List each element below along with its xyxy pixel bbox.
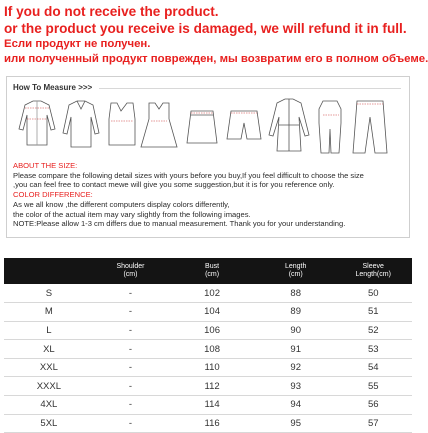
refund-notice [4,3,428,67]
blouse-figure [63,101,99,147]
size-cell: L [4,321,94,340]
bust-cell: 116 [167,414,257,433]
skirt-figure [187,111,217,143]
notice-en-line-2: or the product you receive is damaged, we will refund it in full. [4,21,407,36]
dress-figure [141,103,177,147]
header-sleeve-unit: Length(cm) [355,271,391,278]
bust-cell: 108 [167,340,257,359]
bust-cell: 112 [167,377,257,396]
notice-ru-line-2: или полученный продукт поврежден, мы возвратим его в полном объеме. [4,53,428,65]
table-row [4,377,412,396]
jumpsuit-figure [319,101,341,153]
size-info-text [13,161,405,229]
header-shoulder-title: Shoulder [116,263,145,270]
trousers-figure [353,101,387,153]
shoulder-cell: - [94,358,167,377]
size-cell: XL [4,340,94,359]
sleeve-cell: 54 [334,358,412,377]
size-table-header-row [4,258,412,284]
about-size-heading: ABOUT THE SIZE: [13,161,78,170]
sleeve-cell: 56 [334,396,412,415]
sleeve-cell: 53 [334,340,412,359]
length-cell: 94 [257,396,335,415]
bust-cell: 114 [167,396,257,415]
size-cell: 5XL [4,414,94,433]
header-bust-unit: (cm) [205,271,220,278]
coat-figure [269,99,309,151]
header-shoulder-unit: (cm) [123,271,138,278]
header-sleeve-title: Sleeve [362,263,384,270]
shorts-figure [227,111,261,139]
table-row [4,303,412,322]
bust-cell: 106 [167,321,257,340]
about-size-text-2: ,you can feel free to contact mewe will give you some suggestion,but it is for you reference only. [13,180,335,190]
length-cell: 92 [257,358,335,377]
size-cell: 4XL [4,396,94,415]
length-cell: 93 [257,377,335,396]
sleeve-cell: 51 [334,303,412,322]
about-size-text-1: Please compare the following detail sizes with yours before you buy,If you feel difficult to choose the size [13,170,364,180]
header-divider [99,88,401,89]
sleeve-cell: 50 [334,284,412,303]
garment-measure-diagrams [11,95,405,157]
size-cell: S [4,284,94,303]
bust-cell: 104 [167,303,257,322]
header-bust [167,258,257,284]
table-row [4,414,412,433]
size-cell: XXL [4,358,94,377]
how-to-measure-header: How To Measure >>> [13,83,93,92]
measurement-note: NOTE:Please allow 1-3 cm differs due to manual measurement. Thank you for your understanding. [13,219,346,229]
table-row [4,396,412,415]
bust-cell: 110 [167,358,257,377]
sleeve-cell: 57 [334,414,412,433]
shoulder-cell: - [94,414,167,433]
color-text-2: the color of the actual item may vary slightly from the following images. [13,209,251,219]
length-cell: 89 [257,303,335,322]
how-to-measure-panel [6,76,410,238]
bust-cell: 102 [167,284,257,303]
table-row [4,284,412,303]
garment-figures [11,95,405,157]
header-shoulder [94,258,167,284]
shoulder-cell: - [94,284,167,303]
color-difference-heading: COLOR DIFFERENCE: [13,190,93,200]
table-row [4,321,412,340]
table-row [4,340,412,359]
header-length-title: Length [284,263,307,270]
header-sleeve [334,258,412,284]
length-cell: 88 [257,284,335,303]
length-cell: 95 [257,414,335,433]
notice-ru-line-1: Если продукт не получен. [4,38,151,50]
header-bust-title: Bust [205,263,220,270]
size-cell: M [4,303,94,322]
shirt-figure [19,101,55,145]
header-size [4,258,94,284]
shoulder-cell: - [94,340,167,359]
length-cell: 90 [257,321,335,340]
shoulder-cell: - [94,377,167,396]
table-row [4,358,412,377]
sleeve-cell: 55 [334,377,412,396]
size-cell: XXXL [4,377,94,396]
shoulder-cell: - [94,396,167,415]
length-cell: 91 [257,340,335,359]
shoulder-cell: - [94,321,167,340]
vest-figure [109,103,135,145]
header-length-unit: (cm) [288,271,303,278]
notice-en-line-1: If you do not receive the product. [4,4,219,19]
shoulder-cell: - [94,303,167,322]
color-text-1: As we all know ,the different computers display colors differently, [13,199,230,209]
size-chart-table [4,258,412,433]
header-length [257,258,335,284]
sleeve-cell: 52 [334,321,412,340]
